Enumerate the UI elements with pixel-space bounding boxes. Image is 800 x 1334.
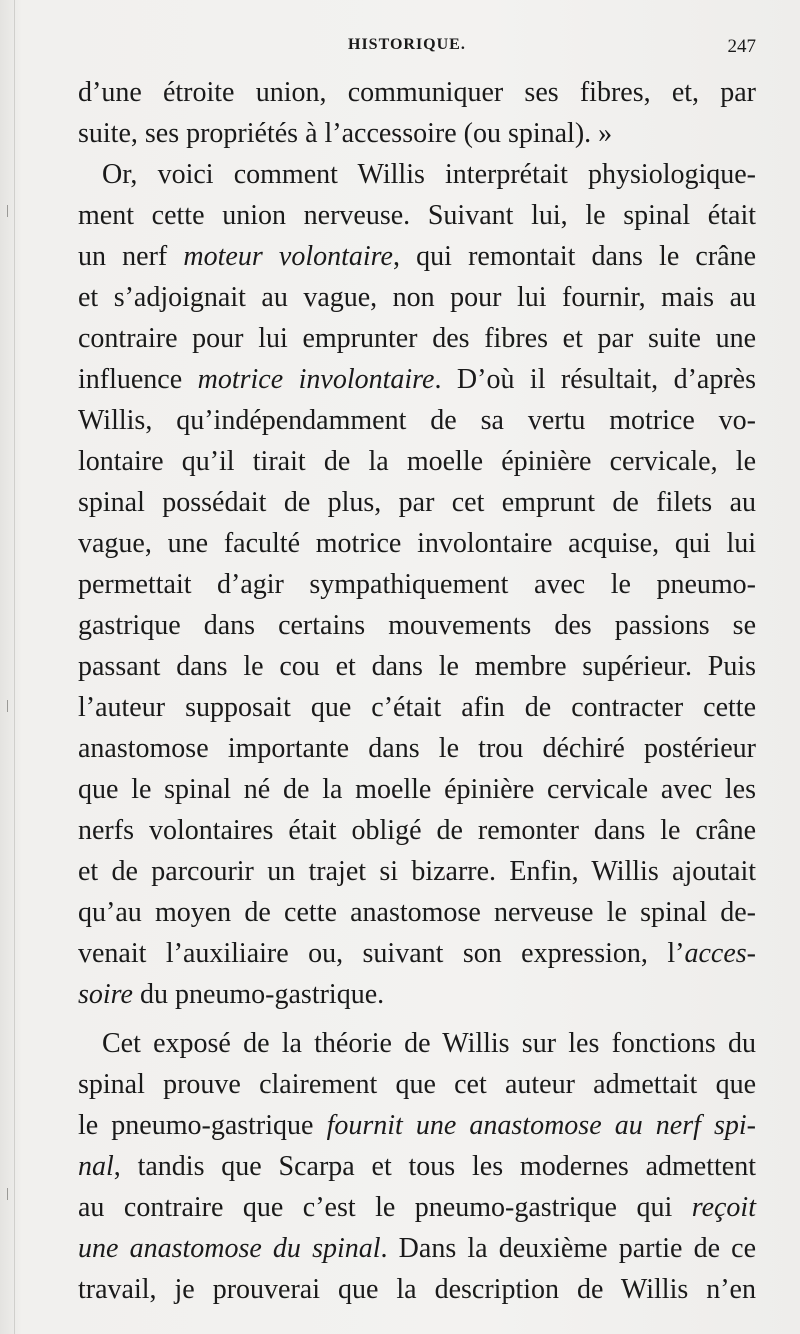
running-title: HISTORIQUE. <box>348 36 466 53</box>
text-line: spinal possédait de plus, par cet emprunt de filets au <box>78 487 756 518</box>
text-line: travail, je prouverai que la description de Willis n’en <box>78 1274 756 1305</box>
italic-run: une anastomose du spinal <box>78 1233 381 1264</box>
italic-run: moteur volontaire <box>183 241 393 272</box>
text-run: venait l’auxiliaire ou, suivant son expression, l’ <box>78 938 685 969</box>
text-run: . Dans la deuxième partie de ce <box>380 1233 756 1264</box>
italic-run: reçoit <box>691 1192 756 1223</box>
text-line: et de parcourir un trajet si bizarre. Enfin, Willis ajoutait <box>78 856 756 887</box>
text-line: permettait d’agir sympathiquement avec le pneumo- <box>78 569 756 600</box>
text-line <box>78 1105 756 1146</box>
page-number: 247 <box>727 36 756 57</box>
text-line: d’une étroite union, communiquer ses fibres, et, par <box>78 77 756 108</box>
text-line: spinal prouve clairement que cet auteur admettait que <box>78 1069 756 1100</box>
italic-run: acces- <box>684 938 756 969</box>
paragraph-spacing <box>78 1015 756 1023</box>
text-run: , tandis que Scarpa et tous les modernes admettent <box>113 1151 756 1182</box>
text-line: suite, ses propriétés à l’accessoire (ou spinal). » <box>78 118 613 149</box>
paragraph-3 <box>78 1023 756 1310</box>
text-line: que le spinal né de la moelle épinière cervicale avec les <box>78 774 756 805</box>
body-text <box>78 72 756 1310</box>
text-line <box>78 933 756 974</box>
text-run: . D’où il résultait, d’après <box>434 364 756 395</box>
text-line: Cet exposé de la théorie de Willis sur les fonctions du <box>102 1028 756 1059</box>
text-line <box>78 359 756 400</box>
paragraph-1 <box>78 72 756 154</box>
text-run: , qui remontait dans le crâne <box>392 241 757 272</box>
italic-run: soire <box>78 979 133 1010</box>
text-line: ment cette union nerveuse. Suivant lui, le spinal était <box>78 200 756 231</box>
text-line: contraire pour lui emprunter des fibres et par suite une <box>78 323 756 354</box>
text-line: l’auteur supposait que c’était afin de contracter cette <box>78 692 756 723</box>
italic-run: fournit une anastomose au nerf spi- <box>326 1110 756 1141</box>
text-line: vague, une faculté motrice involontaire acquise, qui lui <box>78 528 756 559</box>
text-line: lontaire qu’il tirait de la moelle épinière cervicale, le <box>78 446 756 477</box>
italic-run: motrice involontaire <box>197 364 435 395</box>
text-run: du pneumo-gastrique. <box>132 979 385 1010</box>
text-run: le pneumo-gastrique <box>78 1110 327 1141</box>
text-run: influence <box>78 364 198 395</box>
page-header <box>78 36 756 60</box>
text-line: qu’au moyen de cette anastomose nerveuse le spinal de- <box>78 897 756 928</box>
text-line: gastrique dans certains mouvements des passions se <box>78 610 756 641</box>
text-line: passant dans le cou et dans le membre supérieur. Puis <box>78 651 756 682</box>
text-run: un nerf <box>78 241 184 272</box>
text-line: anastomose importante dans le trou déchiré postérieur <box>78 733 756 764</box>
text-line <box>78 1228 756 1269</box>
italic-run: nal <box>78 1151 114 1182</box>
text-line: nerfs volontaires était obligé de remonter dans le crâne <box>78 815 756 846</box>
text-line: Willis, qu’indépendamment de sa vertu motrice vo- <box>78 405 756 436</box>
text-line <box>78 974 756 1015</box>
text-line <box>78 1146 756 1187</box>
text-line <box>78 1187 756 1228</box>
margin-mark <box>7 700 12 712</box>
text-line <box>78 236 756 277</box>
margin-mark <box>7 1188 12 1200</box>
binding-gutter <box>14 0 15 1334</box>
text-line: et s’adjoignait au vague, non pour lui fournir, mais au <box>78 282 756 313</box>
text-line: Or, voici comment Willis interprétait physiologique- <box>102 159 756 190</box>
paragraph-2 <box>78 154 756 1015</box>
text-run: au contraire que c’est le pneumo-gastrique qui <box>78 1192 692 1223</box>
margin-mark <box>7 205 12 217</box>
